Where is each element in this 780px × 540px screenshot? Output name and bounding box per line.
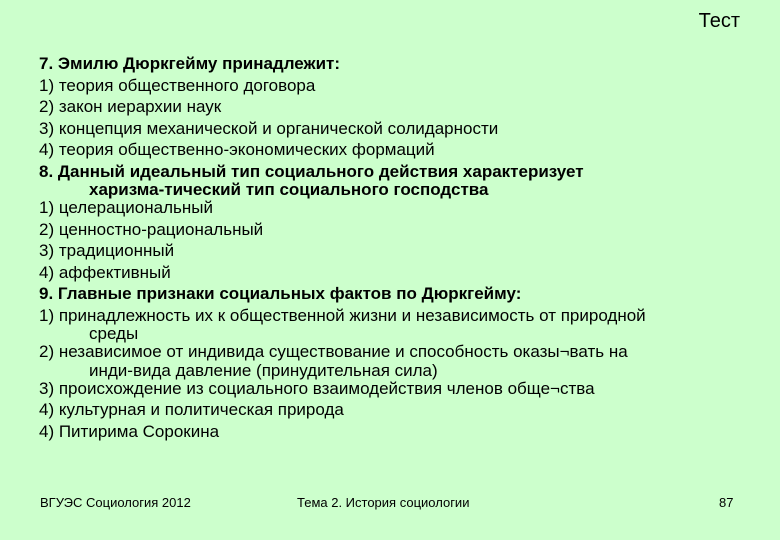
question-line: харизма-тический тип социального господства <box>89 180 489 199</box>
slide-title: Тест <box>698 10 740 32</box>
answer-option: 4) теория общественно-экономических формаций <box>39 140 435 159</box>
answer-option: 4) культурная и политическая природа <box>39 400 344 419</box>
continuation-line: среды <box>89 324 139 343</box>
answer-option: 2) ценностно-рациональный <box>39 219 264 239</box>
answer-option: 1) целерациональный <box>39 198 213 217</box>
slide-content <box>39 53 759 442</box>
answer-option: 2) закон иерархии наук <box>39 97 222 116</box>
answer-option: 2) независимое от индивида существование и способность оказы¬вать на <box>39 342 628 361</box>
answer-option: 1) теория общественного договора <box>39 75 316 95</box>
answer-option: 3) происхождение из социального взаимодействия членов обще¬ства <box>39 378 595 398</box>
answer-option: 3) концепция механической и органической солидарности <box>39 118 499 138</box>
answer-option: 4) Питирима Сорокина <box>39 421 220 441</box>
question-line: 8. Данный идеальный тип социального действия характеризует <box>39 161 584 181</box>
answer-option: 3) традиционный <box>39 241 175 260</box>
page-number: 87 <box>719 495 734 510</box>
question-line: 7. Эмилю Дюркгейму принадлежит: <box>39 54 341 73</box>
footer-course: ВГУЭС Социология 2012 <box>40 495 191 510</box>
answer-option: 4) аффективный <box>39 262 171 282</box>
answer-option: 1) принадлежность их к общественной жизни и независимость от природной <box>39 305 646 325</box>
question-line: 9. Главные признаки социальных фактов по Дюркгейму: <box>39 284 522 303</box>
continuation-line: инди-вида давление (принудительная сила) <box>89 360 438 380</box>
footer-topic: Тема 2. История социологии <box>297 495 470 510</box>
